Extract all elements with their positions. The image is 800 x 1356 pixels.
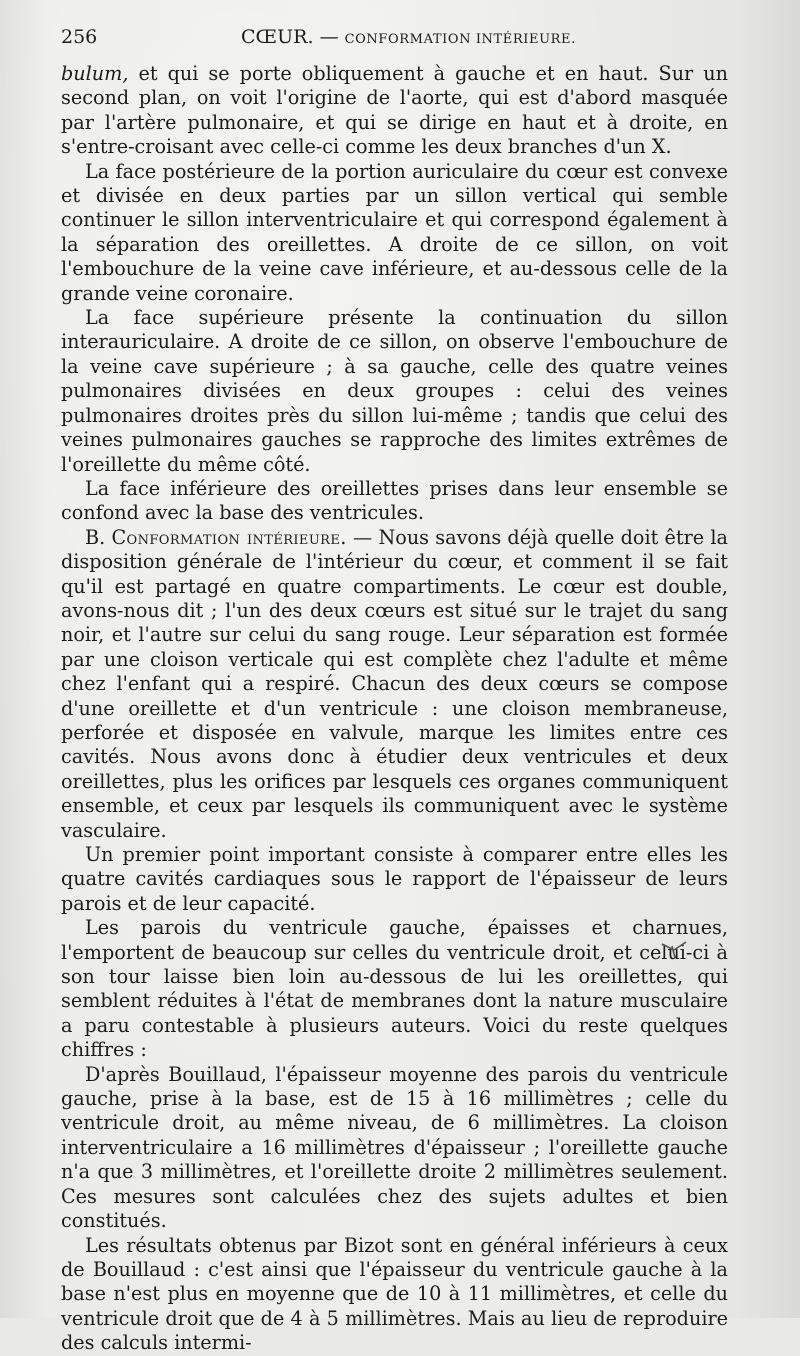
paragraph-5 bbox=[61, 526, 728, 843]
pencil-mark-icon bbox=[660, 938, 688, 960]
paragraph-7: Les parois du ventricule gauche, épaisses et charnues, l'emportent de beaucoup sur celles du ventricule droit, et celui-ci à son tour laisse bien loin au-dessous de lui les oreillettes, qui semblent réduites à l'état de membranes dont la nature musculaire a paru contestable à plusieurs auteurs. Voici du reste quelques chiffres : bbox=[61, 916, 728, 1062]
paragraph-1-text: et qui se porte obliquement à gauche et en haut. Sur un second plan, on voit l'origine de l'aorte, qui est d'abord masquée par l'artère pulmonaire, et qui se dirige en haut et à droite, en s'entre-croisant avec celle-ci comme les deux branches d'un X. bbox=[61, 62, 728, 159]
paragraph-1 bbox=[61, 62, 728, 160]
running-title bbox=[241, 22, 576, 55]
paragraph-6: Un premier point important consiste à comparer entre elles les quatre cavités cardiaques sous le rapport de l'épaisseur de leurs parois et de leur capacité. bbox=[61, 843, 728, 915]
paragraph-5-text: Nous savons déjà quelle doit être la disposition générale de l'intérieur du cœur, et comment il se fait qu'il est partagé en quatre compartiments. Le cœur est double, avons-nous dit ; l'un des deux cœurs est situé sur le trajet du sang noir, et l'autre sur celui du sang rouge. Leur séparation est formée par une cloison verticale qui est complète chez l'adulte et même chez l'enfant qui a respiré. Chacun des deux cœurs se compose d'une oreillette et d'un ventricule : une cloison membraneuse, perforée et disposée en valvule, marque les limites entre ces cavités. Nous avons donc à étudier deux ventricules et deux oreillettes, plus les orifices par lesquels ces organes communiquent ensemble, et ceux par lesquels ils communiquent avec le système vasculaire. bbox=[61, 525, 728, 842]
paragraph-4: La face inférieure des oreillettes prises dans leur ensemble se confond avec la base des ventricules. bbox=[61, 476, 728, 525]
paragraph-2: La face postérieure de la portion auriculaire du cœur est convexe et divisée en deux parties par un sillon vertical qui semble continuer le sillon interventriculaire et qui correspond également à la séparation des oreillettes. A droite de ce sillon, on voit l'embouchure de la veine cave inférieure, et au-dessous celle de la grande veine coronaire. bbox=[61, 159, 728, 305]
running-title-section: CONFORMATION INTÉRIEURE. bbox=[344, 32, 576, 47]
section-heading-dash: — bbox=[353, 525, 373, 549]
paragraph-3: La face supérieure présente la continuation du sillon interauriculaire. A droite de ce sillon, on observe l'embouchure de la veine cave supérieure ; à sa gauche, celle des quatre veines pulmonaires divisées en deux groupes : celui des veines pulmonaires droites près du sillon lui-même ; tandis que celui des veines pulmonaires gauches se rapproche des limites extrêmes de l'oreillette du même côté. bbox=[61, 306, 728, 476]
running-title-main: CŒUR. bbox=[241, 26, 314, 48]
paragraph-1-italic: bulum, bbox=[61, 62, 129, 85]
running-title-dash: — bbox=[319, 26, 339, 48]
page-body bbox=[61, 62, 728, 1356]
running-head bbox=[61, 22, 728, 52]
paragraph-9: Les résultats obtenus par Bizot sont en général inférieurs à ceux de Bouillaud : c'est ainsi que l'épaisseur du ventricule gauche à la base n'est plus en moyenne que de 10 à 11 millimètres, et celle du ventricule droit que de 4 à 5 millimètres. Mais au lieu de reproduire des calculs intermi- bbox=[61, 1233, 728, 1355]
section-heading: Conformation intérieure. bbox=[111, 525, 347, 549]
paragraph-8: D'après Bouillaud, l'épaisseur moyenne des parois du ventricule gauche, prise à la base, est de 15 à 16 millimètres ; celle du ventricule droit, au même niveau, de 6 millimètres. La cloison interventriculaire a 16 millimètres d'épaisseur ; l'oreillette gauche n'a que 3 millimètres, et l'oreillette droite 2 millimètres seulement. Ces mesures sont calculées chez des sujets adultes et bien constitués. bbox=[61, 1062, 728, 1233]
page-number: 256 bbox=[61, 26, 98, 48]
section-label: B. bbox=[85, 525, 106, 549]
